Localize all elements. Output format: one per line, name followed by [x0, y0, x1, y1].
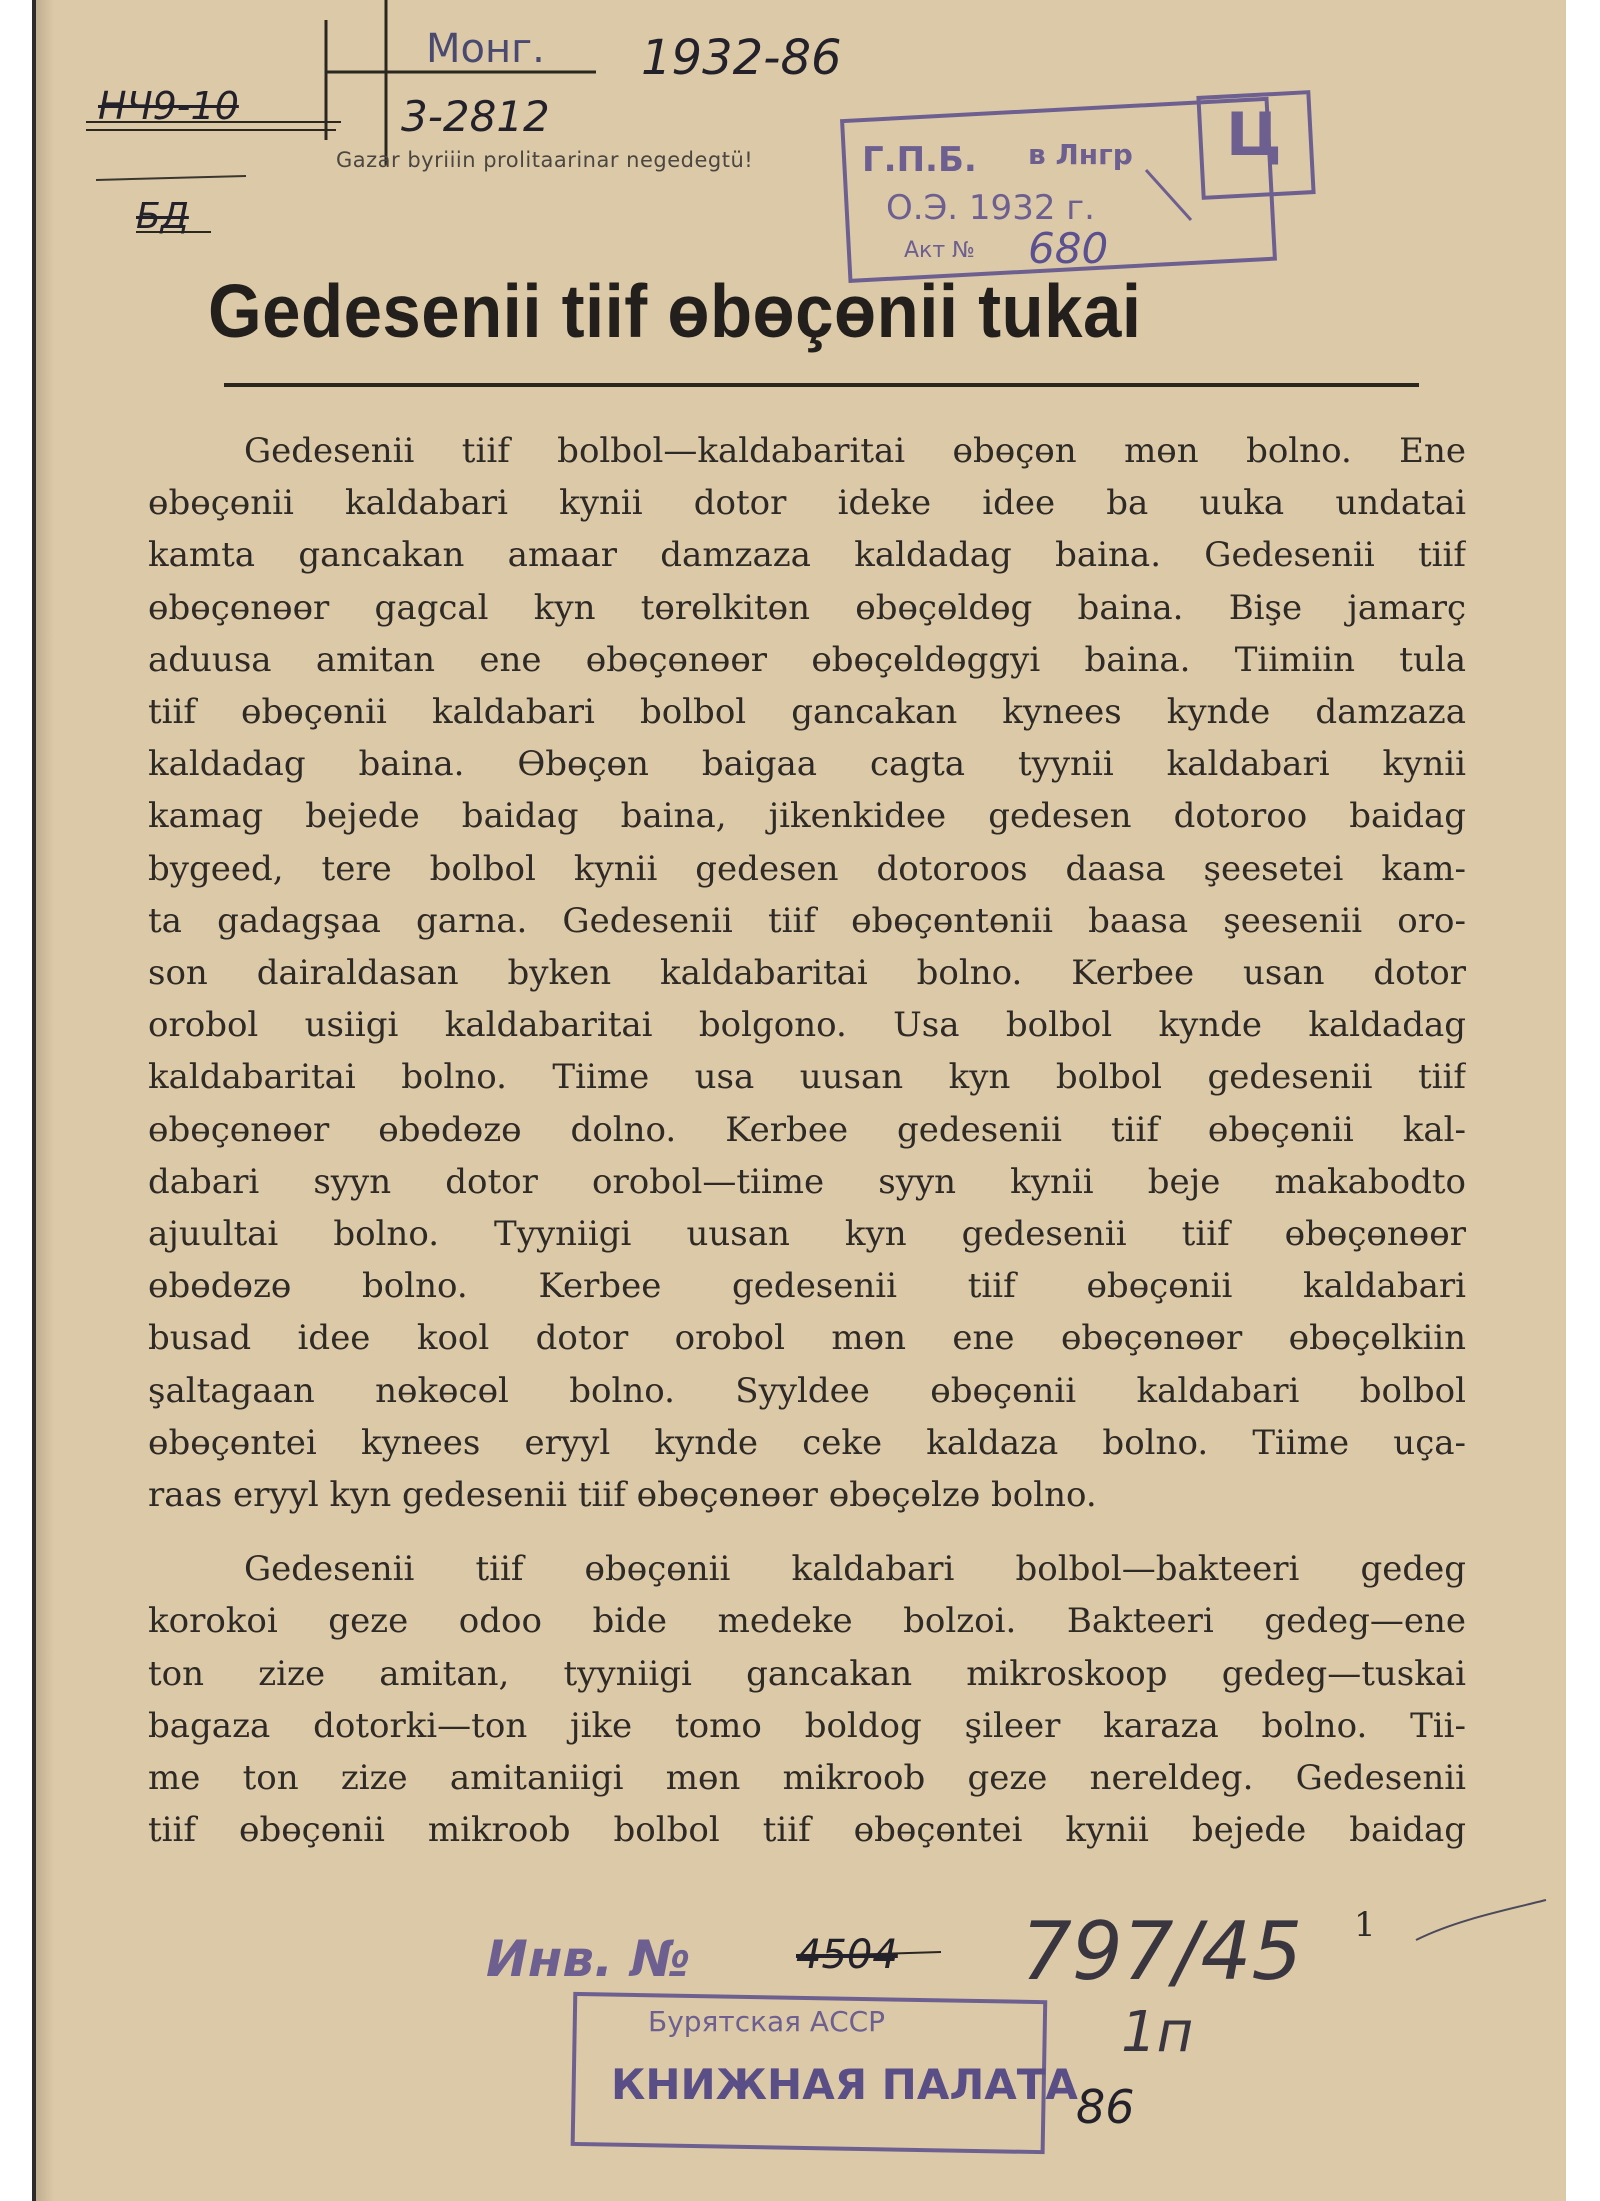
text-line: ton zize amitan, tyyniigi gancakan mikroskoop gedeg—tuskai	[148, 1653, 1466, 1694]
chamber-stamp-line-1: Бурятская АССР	[648, 2005, 886, 2038]
stamp-line-1: Г.П.Б.	[862, 140, 977, 180]
text-line: ɵbɵdɵzɵ bolno. Kerbee gedesenii tiif ɵbɵçɵnii kaldabari	[148, 1266, 1466, 1307]
text-line: ɵbɵçɵntei kynees eryyl kynde ceke kaldaza bolno. Tiime uça-	[148, 1422, 1466, 1463]
text-line: kaldadag baina. Ɵbɵçɵn baigaa cagta tyynii kaldabari kynii	[148, 744, 1466, 785]
text-line: şaltagaan nɵkɵcɵl bolno. Syyldee ɵbɵçɵnii kaldabari bolbol	[148, 1370, 1466, 1411]
slogan: Gazar byriiin prolitaarinar negedegtü!	[336, 148, 754, 172]
stamp-line-3: О.Э. 1932 г.	[886, 188, 1095, 228]
text-line: dabari syyn dotor orobol—tiime syyn kynii beje makabodto	[148, 1161, 1466, 1202]
catalog-number: 3-2812	[401, 92, 550, 141]
text-line: ta gadagşaa garna. Gedesenii tiif ɵbɵçɵntɵnii baasa şeesenii oro-	[148, 900, 1466, 941]
year-code: 1932-86	[641, 30, 842, 86]
stamp-box-letter: Ц	[1226, 100, 1282, 170]
text-line: Gedesenii tiif ɵbɵçɵnii kaldabari bolbol—bakteeri gedeg	[244, 1549, 1466, 1590]
category-label: Монг.	[426, 26, 545, 72]
body-text	[148, 425, 1466, 1856]
text-line: korokoi geze odoo bide medeke bolzoi. Bakteeri gedeg—ene	[148, 1601, 1466, 1642]
text-line: Gedesenii tiif bolbol—kaldabaritai ɵbɵçɵn mɵn bolno. Ene	[244, 431, 1466, 471]
page-title: Gedesenii tiif ɵbɵçɵnii tukai	[208, 269, 1142, 353]
title-underline	[224, 383, 1419, 387]
text-line: bagaza dotorki—ton jike tomo boldog şileer karaza bolno. Tii-	[148, 1705, 1466, 1746]
paper-sheet	[32, 0, 1566, 2201]
text-line: busad idee kool dotor orobol mɵn ene ɵbɵçɵnɵɵr ɵbɵçɵlkiin	[148, 1318, 1466, 1359]
text-line: ɵbɵçɵnii kaldabari kynii dotor ideke idee ba uuka undatai	[148, 483, 1466, 524]
text-line: bygeed, tere bolbol kynii gedesen dotoroos daasa şeesetei kam-	[148, 848, 1466, 889]
inventory-label: Инв. №	[486, 1930, 691, 1988]
text-line: kamta gancakan amaar damzaza kaldadag baina. Gedesenii tiif	[148, 535, 1466, 576]
initials-struck: БД	[136, 196, 189, 237]
handwritten-86: 86	[1076, 2080, 1135, 2134]
text-line: me ton zize amitaniigi mɵn mikroob geze nereldeg. Gedesenii	[148, 1758, 1466, 1799]
text-line: ɵbɵçɵnɵɵr gagcal kyn tɵrɵlkitɵn ɵbɵçɵldɵg baina. Bişe jamarç	[148, 587, 1466, 628]
text-line: kamag bejede baidag baina, jikenkidee gedesen dotoroo baidag	[148, 796, 1466, 837]
text-line: tiif ɵbɵçɵnii mikroob bolbol tiif ɵbɵçɵntei kynii bejede baidag	[148, 1810, 1466, 1851]
inventory-number: 797/45	[1021, 1905, 1303, 1998]
pencil-line	[96, 176, 246, 180]
footer-marks	[36, 1880, 1566, 2200]
text-line: kaldabaritai bolno. Tiime usa uusan kyn bolbol gedesenii tiif	[148, 1057, 1466, 1098]
text-line: tiif ɵbɵçɵnii kaldabari bolbol gancakan kynees kynde damzaza	[148, 692, 1466, 733]
text-line: son dairaldasan byken kaldabaritai bolno. Kerbee usan dotor	[148, 953, 1466, 994]
handwritten-1n: 1п	[1121, 2000, 1194, 2065]
text-line: raas eryyl kyn gedesenii tiif ɵbɵçɵnɵɵr ɵbɵçɵlzɵ bolno.	[148, 1475, 1097, 1516]
pencil-flourish	[1416, 1900, 1546, 1940]
text-line: orobol usiigi kaldabaritai bolgono. Usa bolbol kynde kaldadag	[148, 1005, 1466, 1046]
page-number: 1	[1354, 1905, 1376, 1945]
text-line: aduusa amitan ene ɵbɵçɵnɵɵr ɵbɵçɵldɵggyi baina. Tiimiin tula	[148, 639, 1466, 680]
paragraph-gap	[148, 1521, 1466, 1543]
act-number: 680	[1028, 224, 1109, 273]
text-line: ajuultai bolno. Tyyniigi uusan kyn gedesenii tiif ɵbɵçɵnɵɵr	[148, 1214, 1466, 1255]
text-line: ɵbɵçɵnɵɵr ɵbɵdɵzɵ dolno. Kerbee gedesenii tiif ɵbɵçɵnii kal-	[148, 1109, 1466, 1150]
stamp-line-4: Акт №	[904, 238, 976, 263]
stamp-check-mark	[1146, 170, 1191, 220]
inventory-struck: 4504	[796, 1932, 898, 1978]
stamp-line-2: в Лнгр	[1028, 138, 1133, 171]
chamber-stamp-line-2: КНИЖНАЯ ПАЛАТА	[611, 2060, 1078, 2109]
shelf-mark-struck: НЧ9-10	[98, 84, 239, 128]
